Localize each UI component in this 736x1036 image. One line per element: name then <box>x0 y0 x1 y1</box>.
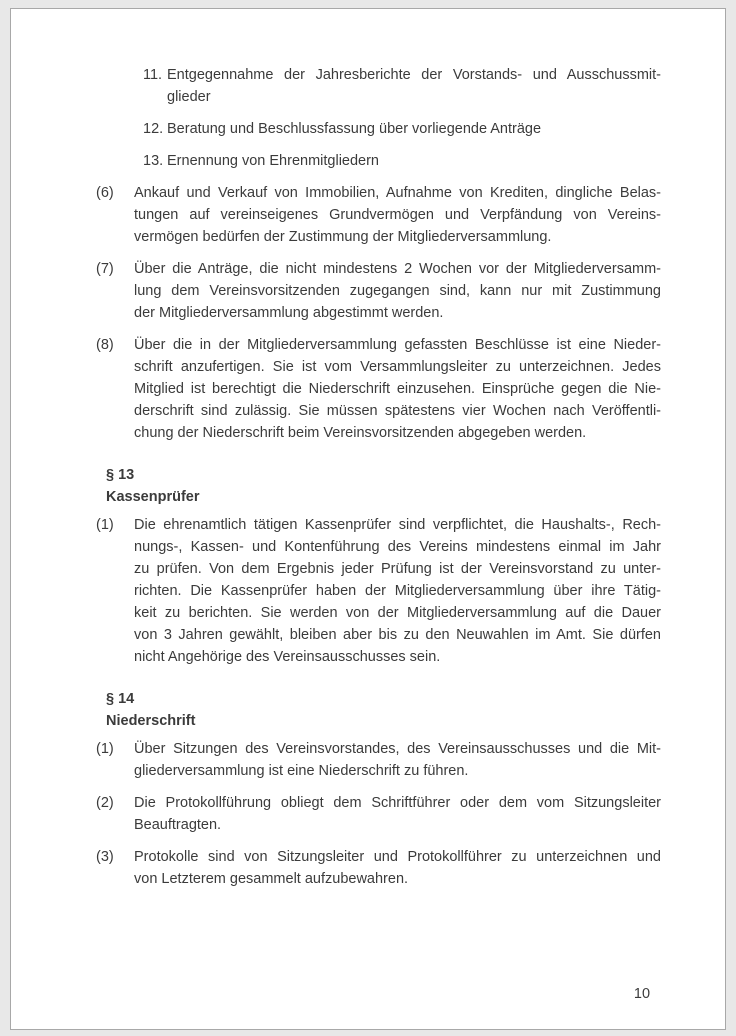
text-line: schrift anzufertigen. Sie ist vom Versammlungsleiter zu unterzeichnen. Jedes <box>134 359 661 375</box>
section-heading <box>106 464 633 508</box>
text-line: Über die Anträge, die nicht mindestens 2 Wochen vor der Mitgliederversamm- <box>134 261 661 277</box>
paragraph-number: (1) <box>96 517 114 533</box>
text-line: Beratung und Beschlussfassung über vorliegende Anträge <box>167 121 542 137</box>
heading-line: Niederschrift <box>106 713 196 729</box>
text-line: tungen auf vereinseigenes Grundvermögen und Verpfändung von Vereins- <box>134 207 661 223</box>
text-line: Protokolle sind von Sitzungsleiter und Protokollführer zu unterzeichnen und <box>134 849 661 865</box>
list-item <box>134 150 661 172</box>
text-block <box>106 464 633 508</box>
paragraph <box>96 334 661 444</box>
paragraph <box>96 258 661 324</box>
paragraph-number: (1) <box>96 741 114 757</box>
text-line: richten. Die Kassenprüfer haben der Mitgliederversammlung über ihre Tätig- <box>134 583 661 599</box>
paragraph-number: (2) <box>96 795 114 811</box>
text-line: Die Protokollführung obliegt dem Schriftführer oder dem vom Sitzungsleiter <box>134 795 661 811</box>
paragraph <box>96 182 661 248</box>
paragraph <box>96 738 661 782</box>
text-block <box>134 182 661 248</box>
text-line: von 3 Jahren gewählt, bleiben aber bis zu den Neuwahlen im Amt. Sie dürfen <box>134 627 661 643</box>
text-line: nungs-, Kassen- und Kontenführung des Vereins mindestens einmal im Jahr <box>134 539 661 555</box>
text-line: Beauftragten. <box>134 817 222 833</box>
text-line: derschrift sind zulässig. Sie müssen spätestens vier Wochen nach Veröffentli- <box>134 403 661 419</box>
text-block <box>106 688 633 732</box>
paragraph-number: (7) <box>96 261 114 277</box>
text-block <box>134 738 661 782</box>
text-line: glieder <box>167 89 211 105</box>
page-number: 10 <box>633 986 651 1002</box>
text-line: Ankauf und Verkauf von Immobilien, Aufnahme von Krediten, dingliche Belas- <box>134 185 661 201</box>
text-block <box>134 258 661 324</box>
paragraph <box>96 514 661 668</box>
section-heading <box>106 688 633 732</box>
heading-line: § 13 <box>106 467 135 483</box>
text-block <box>134 514 661 668</box>
text-line: Die ehrenamtlich tätigen Kassenprüfer sind verpflichtet, die Haushalts-, Rech- <box>134 517 661 533</box>
text-line: Über Sitzungen des Vereinsvorstandes, des Vereinsausschusses und die Mit- <box>134 741 661 757</box>
list-item <box>134 64 661 108</box>
text-line: gliederversammlung ist eine Niederschrift zu führen. <box>134 763 469 779</box>
text-block <box>134 792 661 836</box>
text-line: vermögen bedürfen der Zustimmung der Mitgliederversammlung. <box>134 229 552 245</box>
text-block <box>134 334 661 444</box>
text-line: lung dem Vereinsvorsitzenden zugegangen sind, kann nur mit Zustimmung <box>134 283 661 299</box>
text-line: nicht Angehörige des Vereinsausschusses sein. <box>134 649 441 665</box>
list-item-number: 12. <box>143 121 164 137</box>
text-line: der Mitgliederversammlung abgestimmt werden. <box>134 305 444 321</box>
text-line: chung der Niederschrift beim Vereinsvorsitzenden abgegeben werden. <box>134 425 587 441</box>
document-content <box>96 64 661 890</box>
text-line: zu prüfen. Von dem Ergebnis jeder Prüfung ist der Vereinsvorstand zu unter- <box>134 561 661 577</box>
text-line: Ernennung von Ehrenmitgliedern <box>167 153 379 169</box>
text-block <box>167 150 661 172</box>
text-line: von Letzterem gesammelt aufzubewahren. <box>134 871 409 887</box>
heading-line: § 14 <box>106 691 135 707</box>
text-line: Mitglied ist berechtigt die Niederschrift einzusehen. Einsprüche gegen die Nie- <box>134 381 661 397</box>
paragraph-number: (6) <box>96 185 114 201</box>
text-line: Entgegennahme der Jahresberichte der Vorstands- und Ausschussmit- <box>167 67 661 83</box>
paragraph <box>96 846 661 890</box>
text-line: Über die in der Mitgliederversammlung gefassten Beschlüsse ist eine Nieder- <box>134 337 661 353</box>
document-page <box>10 8 726 1030</box>
text-block <box>167 64 661 108</box>
text-block <box>167 118 661 140</box>
list-item-number: 13. <box>143 153 164 169</box>
list-item-number: 11. <box>143 67 163 83</box>
paragraph-number: (3) <box>96 849 114 865</box>
paragraph <box>96 792 661 836</box>
heading-line: Kassenprüfer <box>106 489 200 505</box>
list-item <box>134 118 661 140</box>
paragraph-number: (8) <box>96 337 114 353</box>
text-block <box>134 846 661 890</box>
text-line: keit zu berichten. Sie werden von der Mitgliederversammlung auf die Dauer <box>134 605 661 621</box>
